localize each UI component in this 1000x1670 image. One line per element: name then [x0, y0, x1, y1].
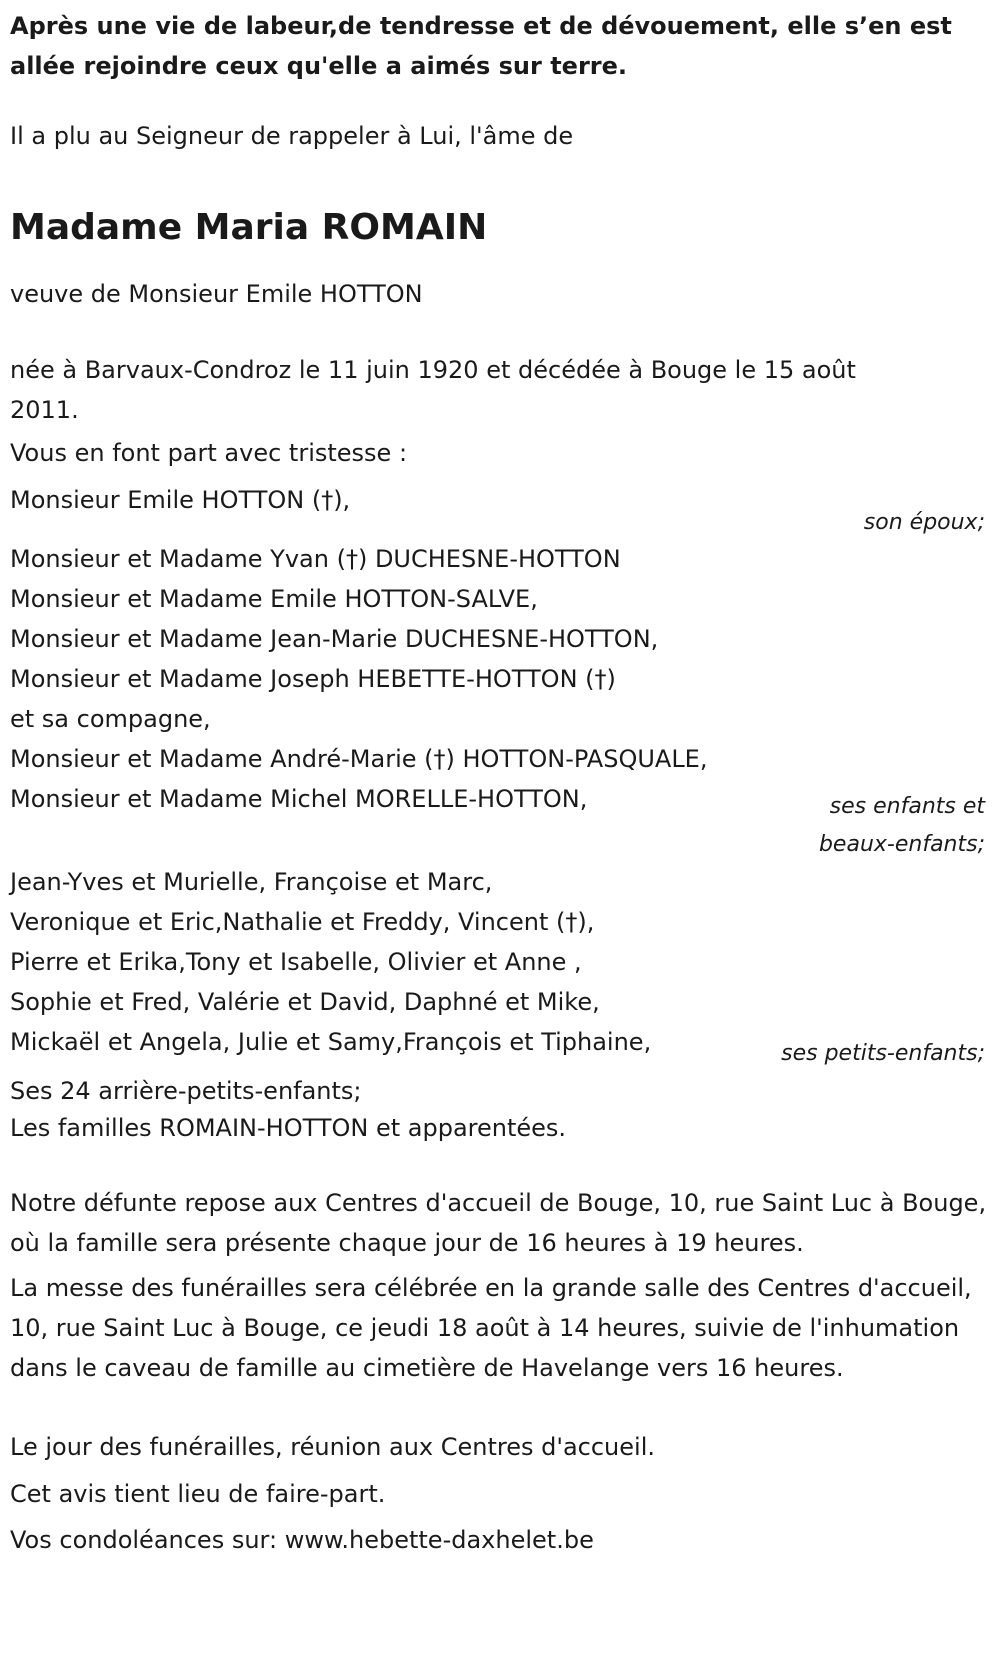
children-line: Monsieur et Madame Joseph HEBETTE-HOTTON (†): [10, 665, 616, 693]
calling-text: Il a plu au Seigneur de rappeler à Lui, l'âme de: [10, 122, 574, 150]
grandchildren-line: Jean-Yves et Murielle, Françoise et Marc,: [10, 868, 493, 896]
grandchildren-line: Mickaël et Angela, Julie et Samy,François et Tiphaine,: [10, 1028, 652, 1056]
intro-text: Après une vie de labeur,de tendresse et de dévouement, elle s’en est allée rejoindre ceux qu'elle a aimés sur terre.: [10, 12, 952, 80]
announce-text: Vous en font part avec tristesse :: [10, 439, 408, 467]
children-line: Monsieur et Madame Michel MORELLE-HOTTON,: [10, 785, 588, 813]
children-line: Monsieur et Madame Emile HOTTON-SALVE,: [10, 585, 538, 613]
widow-of-text: veuve de Monsieur Emile HOTTON: [10, 280, 423, 308]
children-line: et sa compagne,: [10, 705, 211, 733]
children-line: Monsieur et Madame André-Marie (†) HOTTON-PASQUALE,: [10, 745, 708, 773]
grandchildren-line: Sophie et Fred, Valérie et David, Daphné et Mike,: [10, 988, 600, 1016]
spouse-line: Monsieur Emile HOTTON (†),: [10, 486, 351, 514]
children-role-line2: beaux-enfants;: [818, 832, 985, 857]
notice-text: Cet avis tient lieu de faire-part.: [10, 1480, 386, 1508]
deceased-name: Madame Maria ROMAIN: [10, 207, 488, 248]
grandchildren-role: ses petits-enfants;: [781, 1041, 985, 1066]
mass-paragraph: La messe des funérailles sera célébrée en la grande salle des Centres d'accueil, 10, rue Saint Luc à Bouge, ce jeudi 18 août à 14 heures, suivie de l'inhumation dans le caveau de famille au cimetière de Havelange vers 16 heures.: [10, 1274, 972, 1382]
great-grandchildren-text: Ses 24 arrière-petits-enfants;: [10, 1077, 362, 1105]
children-line: Monsieur et Madame Jean-Marie DUCHESNE-HOTTON,: [10, 625, 659, 653]
reunion-text: Le jour des funérailles, réunion aux Centres d'accueil.: [10, 1433, 655, 1461]
children-list: [10, 539, 995, 819]
grandchildren-line: Pierre et Erika,Tony et Isabelle, Olivier et Anne ,: [10, 948, 582, 976]
condolences-text: Vos condoléances sur: www.hebette-daxhelet.be: [10, 1526, 594, 1554]
children-role-line1: ses enfants et: [829, 794, 985, 819]
grandchildren-line: Veronique et Eric,Nathalie et Freddy, Vincent (†),: [10, 908, 595, 936]
children-line: Monsieur et Madame Yvan (†) DUCHESNE-HOTTON: [10, 545, 621, 573]
repose-paragraph: Notre défunte repose aux Centres d'accueil de Bouge, 10, rue Saint Luc à Bouge, où la famille sera présente chaque jour de 16 heures à 19 heures.: [10, 1189, 987, 1257]
birth-death-text: née à Barvaux-Condroz le 11 juin 1920 et décédée à Bouge le 15 août 2011.: [10, 356, 856, 424]
spouse-role: son époux;: [863, 510, 985, 535]
families-text: Les familles ROMAIN-HOTTON et apparentées.: [10, 1114, 567, 1142]
grandchildren-list: [10, 862, 995, 1062]
